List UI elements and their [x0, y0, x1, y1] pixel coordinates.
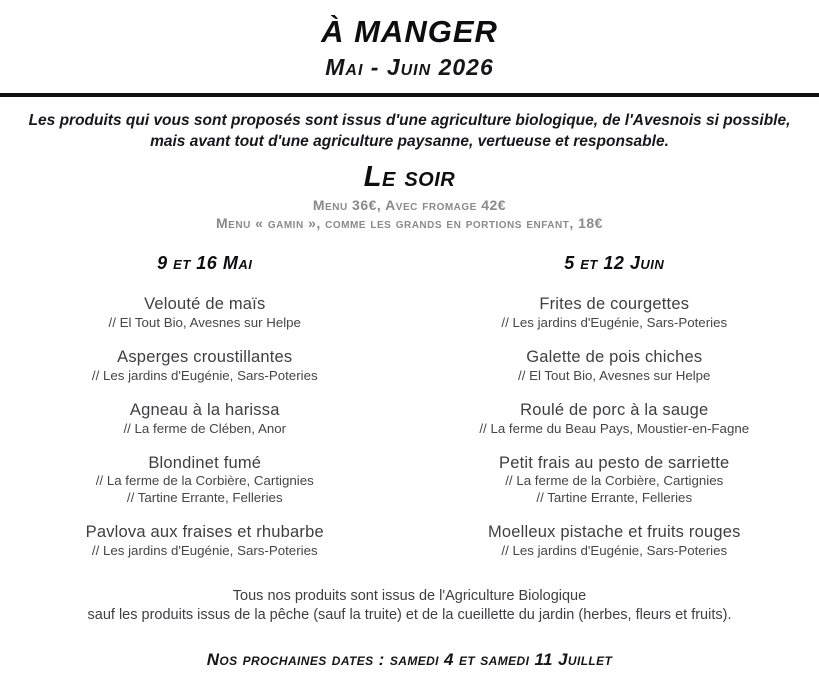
- item-source: // La ferme de la Corbière, Cartignies: [95, 473, 314, 489]
- organic-note-line2: sauf les produits issus de la pêche (sauf la truite) et de la cueillette du jardin (herbes, fleurs et fruits).: [87, 606, 732, 623]
- item-name: Velouté de maïs: [144, 295, 266, 314]
- item-source: // Les jardins d'Eugénie, Sars-Poteries: [501, 314, 728, 330]
- item-name: Roulé de porc à la sauge: [520, 401, 709, 420]
- evening-section: [0, 162, 819, 233]
- item-name: Petit frais au pesto de sarriette: [499, 453, 730, 472]
- menu-item: [410, 347, 819, 384]
- item-source: // La ferme de la Corbière, Cartignies: [505, 473, 724, 489]
- item-source: // Tartine Errante, Felleries: [126, 489, 283, 505]
- horizontal-rule: [0, 93, 819, 97]
- item-name: Moelleux pistache et fruits rouges: [487, 522, 741, 541]
- item-name: Agneau à la harissa: [129, 401, 280, 420]
- item-name: Galette de pois chiches: [526, 348, 703, 367]
- item-source: // La ferme du Beau Pays, Moustier-en-Fagne: [479, 420, 750, 436]
- organic-note-line1: Tous nos produits sont issus de l'Agriculture Biologique: [232, 587, 587, 604]
- service-title: Le soir: [363, 160, 456, 193]
- column-june: [410, 253, 819, 575]
- intro-text: Les produits qui vous sont proposés sont issus d'une agriculture biologique, de l'Avesnois si possible, mais avant tout d'une agriculture paysanne, vertueuse et responsable.: [28, 111, 791, 151]
- item-source: // La ferme de Clében, Anor: [123, 420, 287, 436]
- item-source: // Les jardins d'Eugénie, Sars-Poteries: [91, 367, 318, 383]
- menu-columns: [0, 253, 819, 575]
- column-dates-header: 5 et 12 Juin: [564, 252, 665, 273]
- item-name: Asperges croustillantes: [117, 348, 293, 367]
- menu-item: [410, 294, 819, 331]
- column-dates-header: 9 et 16 Mai: [157, 252, 253, 273]
- menu-item: [0, 294, 410, 331]
- item-source: // El Tout Bio, Avesnes sur Helpe: [108, 314, 301, 330]
- item-source: // Les jardins d'Eugénie, Sars-Poteries: [501, 542, 728, 558]
- page-header: [0, 16, 819, 80]
- service-pricing: Menu 36€, Avec fromage 42€: [312, 197, 507, 214]
- item-name: Blondinet fumé: [148, 453, 262, 472]
- item-source: // Les jardins d'Eugénie, Sars-Poteries: [91, 542, 318, 558]
- menu-item: [0, 522, 410, 559]
- item-source: // Tartine Errante, Felleries: [536, 489, 693, 505]
- page-title: À MANGER: [321, 14, 498, 49]
- item-name: Frites de courgettes: [539, 295, 690, 314]
- organic-note: [0, 587, 819, 625]
- menu-item: [0, 400, 410, 437]
- menu-item: [410, 522, 819, 559]
- menu-item: [410, 453, 819, 506]
- menu-item: [0, 347, 410, 384]
- next-dates: Nos prochaines dates : samedi 4 et samedi 11 Juillet: [206, 650, 613, 670]
- page-subtitle: Mai - Juin 2026: [325, 53, 494, 80]
- service-kids-menu: Menu « gamin », comme les grands en portions enfant, 18€: [216, 215, 603, 232]
- menu-item: [0, 453, 410, 506]
- menu-item: [410, 400, 819, 437]
- item-name: Pavlova aux fraises et rhubarbe: [85, 522, 324, 541]
- column-may: [0, 253, 410, 575]
- item-source: // El Tout Bio, Avesnes sur Helpe: [518, 367, 711, 383]
